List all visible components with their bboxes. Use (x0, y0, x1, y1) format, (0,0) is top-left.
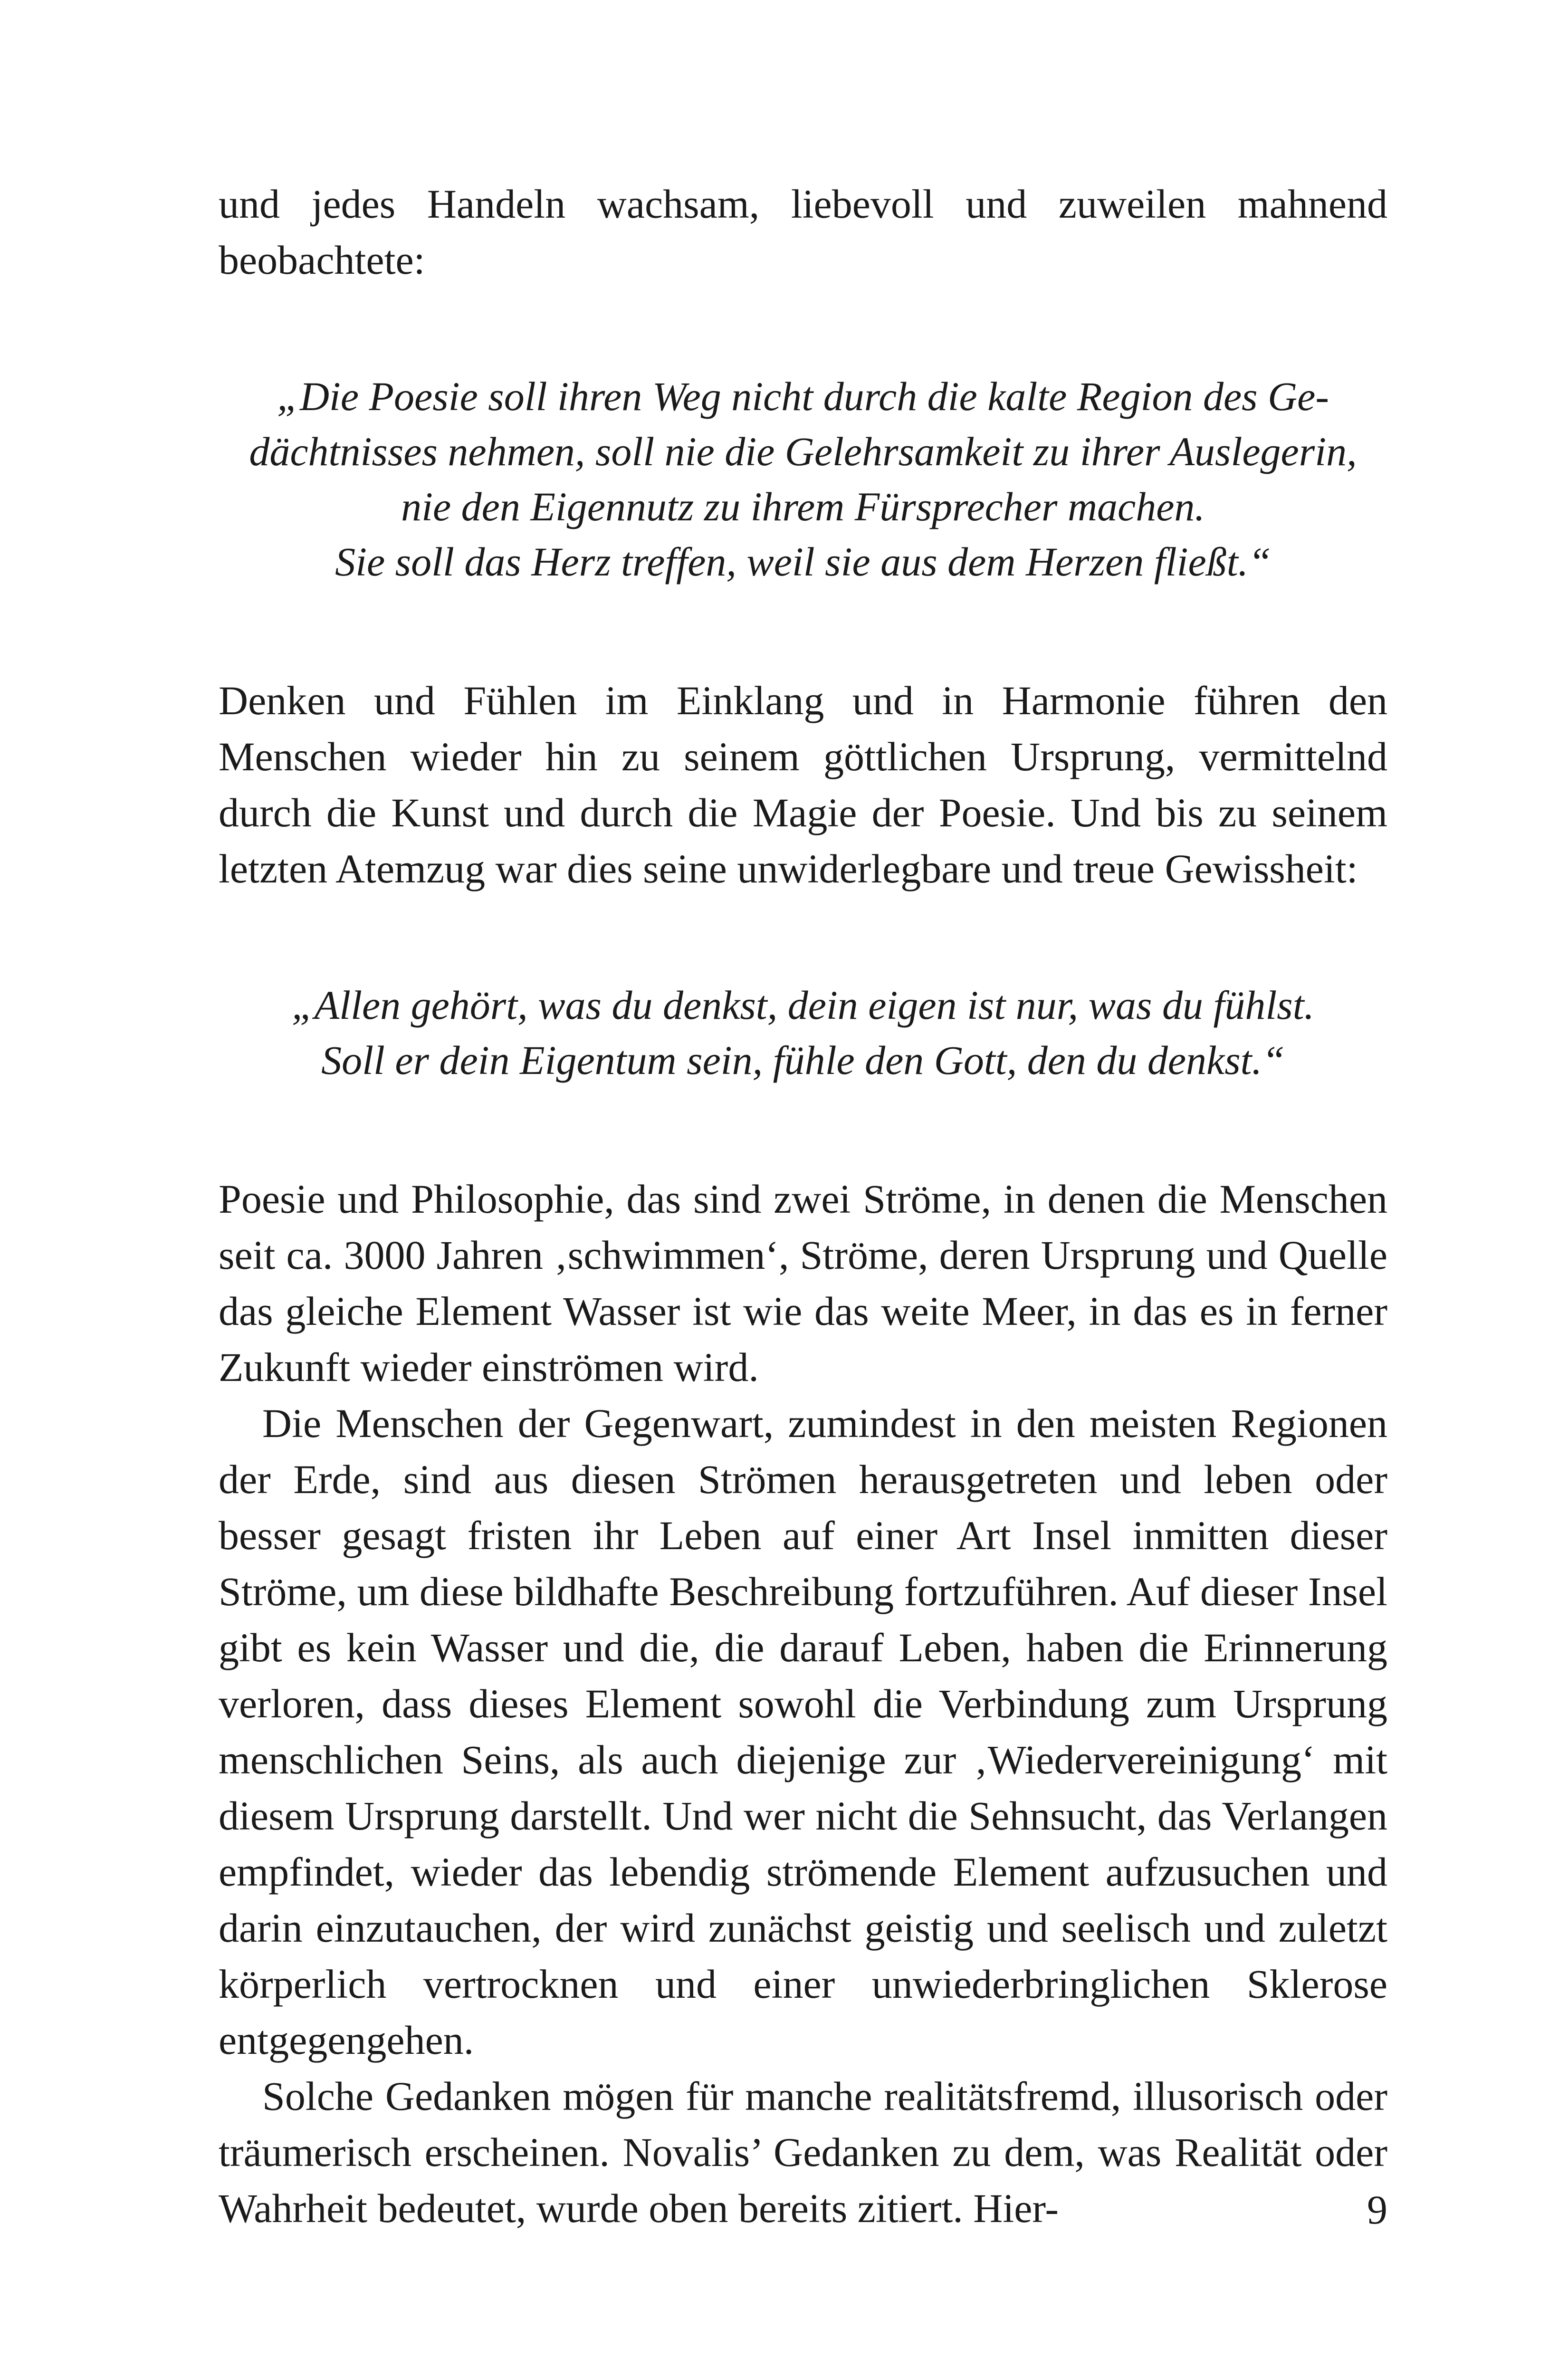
quote-line: Sie soll das Herz treffen, weil sie aus dem Herzen fließt.“ (335, 539, 1271, 584)
quote-allen-gehoert (219, 977, 1387, 1088)
quote-line: nie den Eigennutz zu ihrem Fürsprecher machen. (401, 484, 1205, 529)
quote-line: „Die Poesie soll ihren Weg nicht durch die kalte Region des Ge- (277, 374, 1329, 419)
paragraph-stroeme: Poesie und Philosophie, das sind zwei Ströme, in denen die Menschen seit ca. 3000 Jahren ‚schwimmen‘, Ströme, deren Ursprung und Quelle das gleiche Element Wasser ist wie das weite Meer, in das es in ferner Zukunft wieder einströmen wird. (219, 1176, 1387, 1390)
paragraph-insel: Die Menschen der Gegenwart, zumindest in den meisten Regionen der Erde, sind aus diesen Strömen herausgetreten und leben oder besser gesagt fristen ihr Leben auf einer Art Insel inmitten dieser Ströme, um diese bildhafte Beschreibung fortzuführen. Auf dieser Insel gibt es kein Wasser und die, die darauf Leben, haben die Erinnerung verloren, dass dieses Element sowohl die Verbindung zum Ursprung menschlichen Seins, als auch diejenige zur ‚Wiedervereinigung‘ mit diesem Ursprung darstellt. Und wer nicht die Sehnsucht, das Verlangen empfindet, wieder das lebendig strömende Element aufzusuchen und darin einzutauchen, der wird zunächst geistig und seelisch und zuletzt körperlich vertrocknen und einer unwiederbringlichen Sklerose entgegengehen. (219, 1400, 1387, 2063)
quote-line: Soll er dein Eigentum sein, fühle den Gott, den du denkst.“ (321, 1037, 1285, 1083)
page-number: 9 (1367, 2187, 1387, 2232)
quote-line: „Allen gehört, was du denkst, dein eigen ist nur, was du fühlst. (291, 982, 1315, 1028)
paragraph-novalis: Solche Gedanken mögen für manche realitätsfremd, illusorisch oder träumerisch erscheinen. Novalis’ Gedanken zu dem, was Realität oder Wahrheit bedeutet, wurde oben bereits zitiert. Hier- (219, 2073, 1387, 2231)
page-body (219, 176, 1387, 2236)
paragraph-harmonie: Denken und Fühlen im Einklang und in Harmonie führen den Menschen wieder hin zu seinem göttlichen Ursprung, vermittelnd durch die Kunst und durch die Magie der Poesie. Und bis zu seinem letzten Atemzug war dies seine unwiderlegbare und treue Gewissheit: (219, 678, 1387, 891)
intro-paragraph: und jedes Handeln wachsam, liebevoll und zuweilen mahnend beobachtete: (219, 181, 1387, 283)
quote-poesie (219, 369, 1387, 589)
quote-line: dächtnisses nehmen, soll nie die Gelehrsamkeit zu ihrer Auslegerin, (249, 429, 1357, 474)
